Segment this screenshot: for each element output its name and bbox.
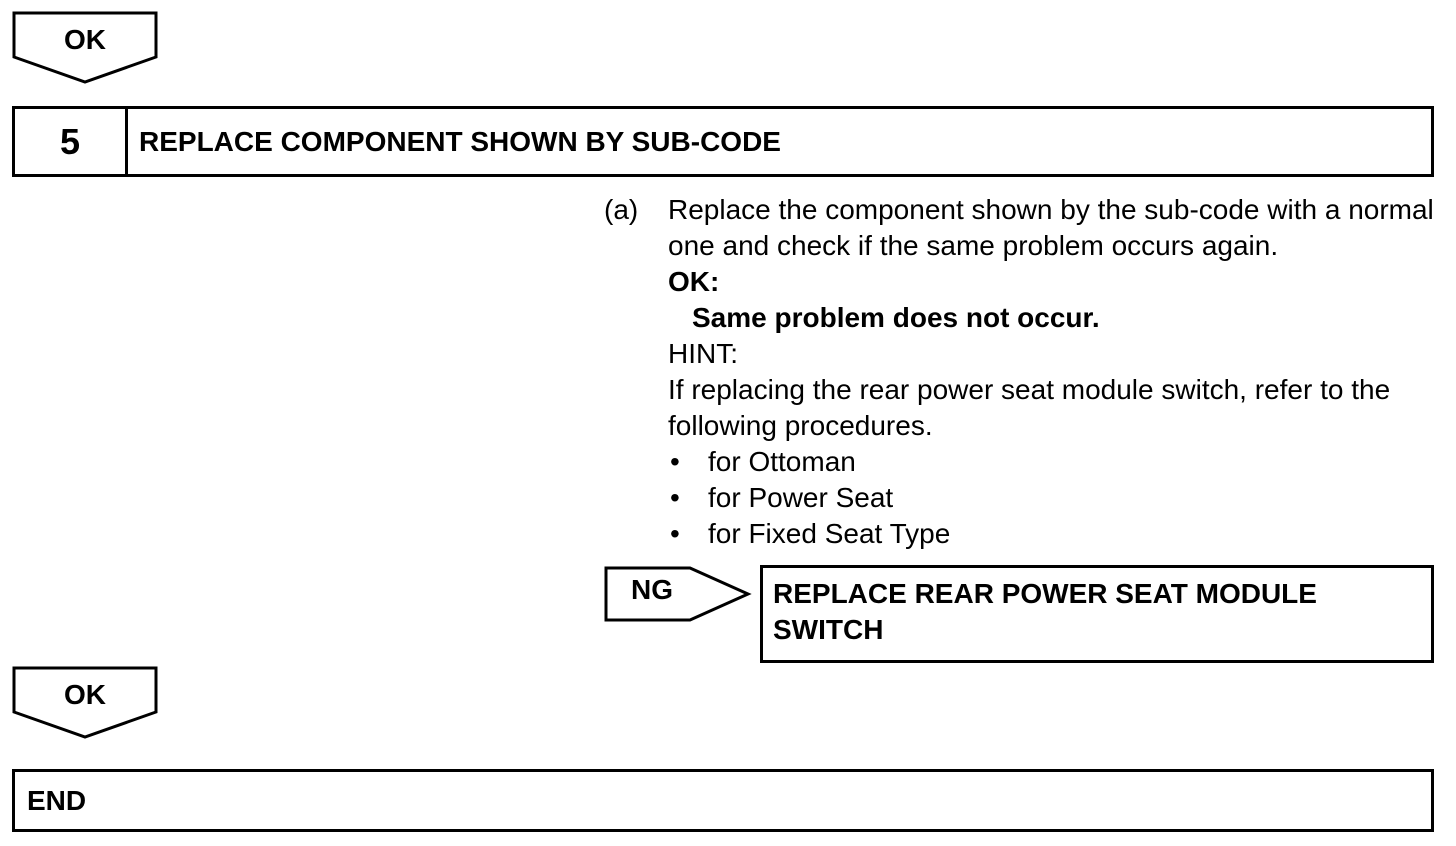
ng-action-box: [760, 565, 1434, 663]
bullet-icon: •: [670, 482, 680, 513]
ok-arrow-bottom-label: OK: [64, 679, 106, 710]
step-header: [12, 106, 1434, 177]
end-box: [12, 769, 1434, 832]
hint-text: If replacing the rear power seat module switch, refer to the following procedures.: [668, 374, 1391, 441]
instruction-text: Replace the component shown by the sub-code with a normal one and check if the same problem occurs again.: [668, 194, 1434, 261]
end-label: END: [27, 784, 87, 816]
bullet-icon: •: [670, 446, 680, 477]
list-item: [668, 444, 1444, 480]
instruction-block: [604, 192, 1444, 552]
instruction-marker: (a): [604, 194, 639, 225]
procedure-link[interactable]: for Fixed Seat Type: [708, 518, 951, 549]
procedure-link[interactable]: for Ottoman: [708, 446, 856, 477]
procedure-link[interactable]: for Power Seat: [708, 482, 894, 513]
step-number: 5: [15, 109, 128, 174]
ng-arrow-label: NG: [631, 574, 673, 605]
procedure-list: [668, 444, 1444, 552]
ng-arrow: [604, 566, 754, 622]
ng-action-line-1: REPLACE REAR POWER SEAT MODULE: [773, 578, 1317, 609]
hint-label: HINT:: [668, 338, 738, 369]
ok-arrow-top: [12, 11, 158, 85]
list-item: [668, 516, 1444, 552]
ok-arrow-top-label: OK: [64, 24, 106, 55]
step-title: REPLACE COMPONENT SHOWN BY SUB-CODE: [139, 125, 781, 157]
ok-criteria-label: OK:: [668, 266, 720, 297]
ok-arrow-bottom: [12, 666, 158, 740]
list-item: [668, 480, 1444, 516]
ok-criteria-text: Same problem does not occur.: [692, 302, 1100, 333]
ng-action-line-2: SWITCH: [773, 614, 884, 645]
bullet-icon: •: [670, 518, 680, 549]
